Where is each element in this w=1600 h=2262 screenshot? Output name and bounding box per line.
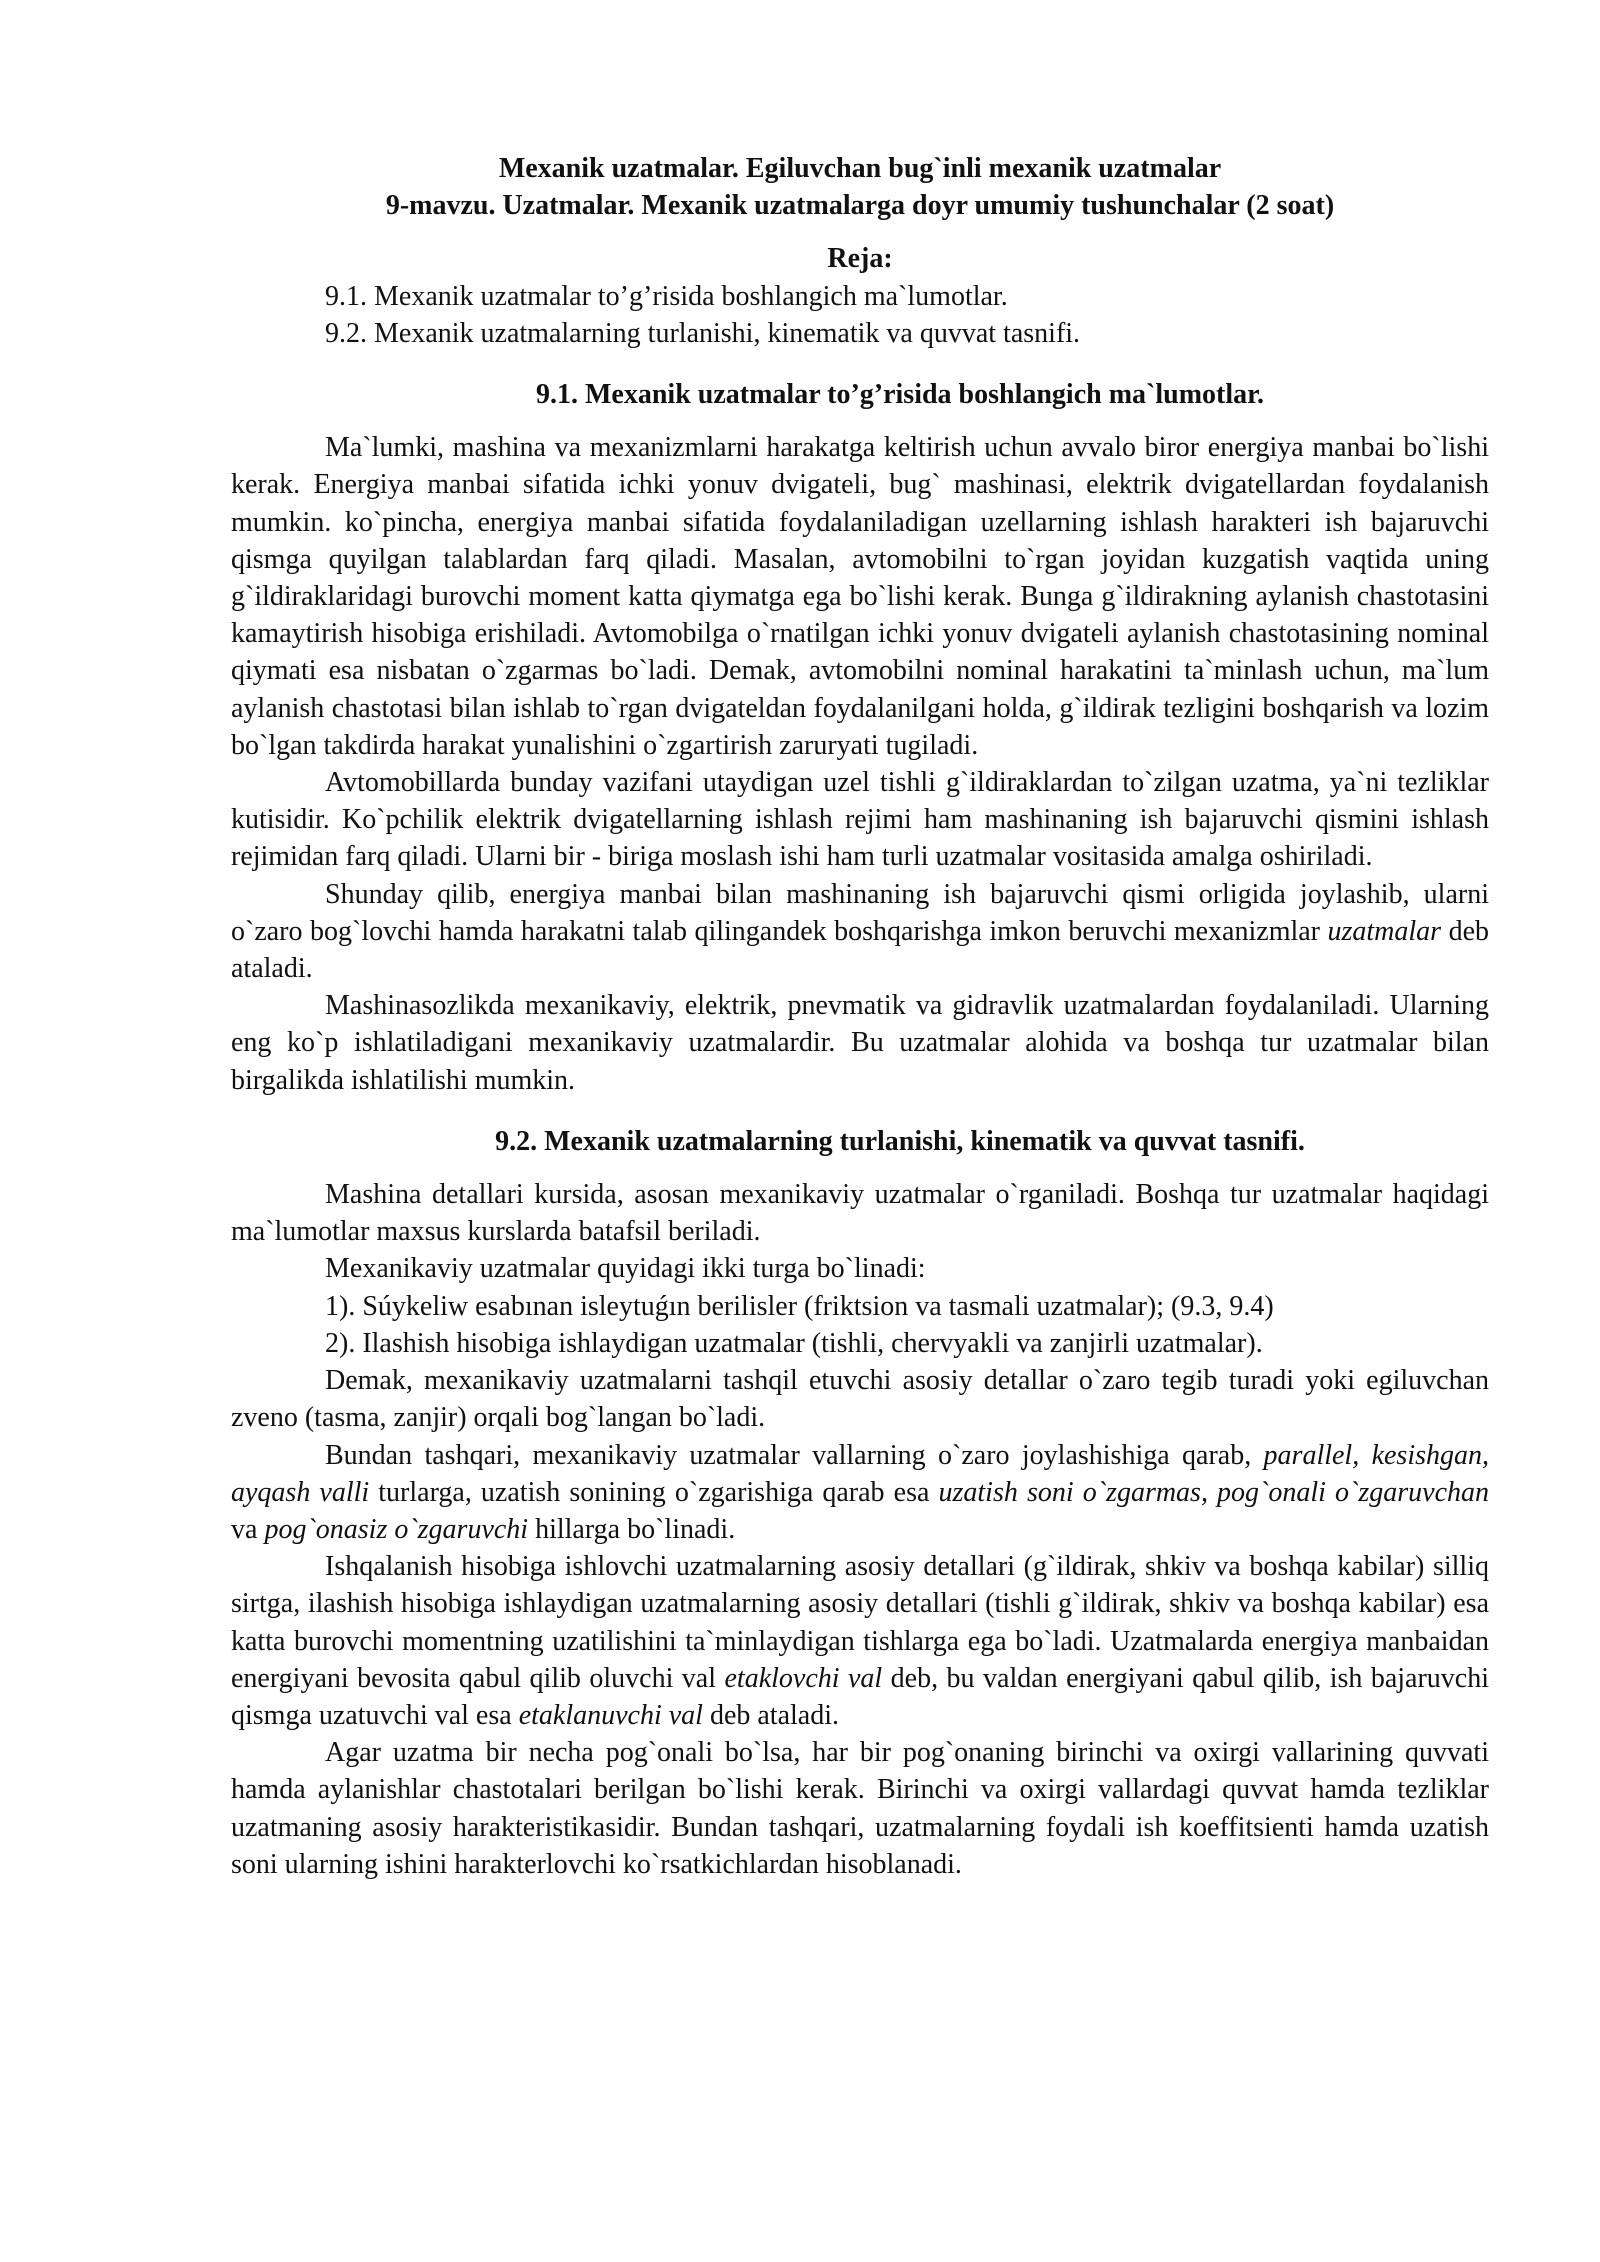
italic-term: parallel, kesishgan, ayqash valli bbox=[231, 1439, 1489, 1508]
text-run: hillarga bo`linadi. bbox=[528, 1513, 736, 1545]
italic-term: etaklanuvchi val bbox=[518, 1699, 703, 1731]
section-heading: 9.2. Mexanik uzatmalarning turlanishi, kinematik va quvvat tasnifi. bbox=[495, 1125, 1305, 1157]
text-run: Ishqalanish hisobiga ishlovchi uzatmalarning asosiy detallari (g`ildirak, shkiv va boshqa kabilar) silliq sirtga, ilashish hisobiga ishlaydigan uzatmalarning asosiy detallari (tishli g`ildirak, shkiv va boshqa kabilar) esa katta burovchi momentning uzatilishini ta`minlaydigan tishlarga ega bo`ladi. Uzatmalarda energiya manbaidan energiyani bevosita qabul qilib oluvchi val bbox=[231, 1551, 1489, 1694]
paragraph: Mashina detallari kursida, asosan mexanikaviy uzatmalar o`rganiladi. Boshqa tur uzatmalar haqidagi ma`lumotlar maxsus kurslarda batafsil beriladi. bbox=[231, 1179, 1489, 1248]
italic-term: etaklovchi val bbox=[724, 1662, 883, 1694]
text-run: Shunday qilib, energiya manbai bilan mashinaning ish bajaruvchi qismi orligida joylashib, ularni o`zaro bog`lovchi hamda harakatni talab qilingandek boshqarishga imkon beruvchi mexanizmlar bbox=[231, 878, 1489, 947]
paragraph: Agar uzatma bir necha pog`onali bo`lsa, har bir pog`onaning birinchi va oxirgi vallarining quvvati hamda aylanishlar chastotalari berilgan bo`lishi kerak. Birinchi va oxirgi vallardagi quvvat hamda tezliklar uzatmaning asosiy harakteristikasidir. Bundan tashqari, uzatmalarning foydali ish koeffitsienti hamda uzatish soni ularning ishini harakterlovchi ko`rsatkichlardan hisoblanadi. bbox=[231, 1737, 1489, 1880]
lecture-title: 9-mavzu. Uzatmalar. Mexanik uzatmalarga doyr umumiy tushunchalar (2 soat) bbox=[385, 190, 1335, 222]
text-run: deb ataladi. bbox=[702, 1699, 840, 1731]
plan-item: 9.2. Mexanik uzatmalarning turlanishi, kinematik va quvvat tasnifi. bbox=[325, 317, 1081, 349]
italic-term: uzatish soni o`zgarmas, pog`onali o`zgaruvchan bbox=[938, 1476, 1489, 1508]
paragraph: Mashinasozlikda mexanikaviy, elektrik, pnevmatik va gidravlik uzatmalardan foydalaniladi. Ularning eng ko`p ishlatiladigani mexanikaviy uzatmalardir. Bu uzatmalar alohida va boshqa tur uzatmalar bilan birgalikda ishlatilishi mumkin. bbox=[231, 990, 1489, 1096]
plan-heading: Reja: bbox=[827, 243, 893, 275]
paragraph: Mexanikaviy uzatmalar quyidagi ikki turga bo`linadi: bbox=[325, 1253, 926, 1285]
text-run: deb, bu valdan energiyani qabul qilib, ish bajaruvchi qismga uzatuvchi val esa bbox=[231, 1662, 1489, 1731]
list-item: 1). Súykeliw esabınan isleytuǵın berilisler (friktsion va tasmali uzatmalar); (9.3, 9.4) bbox=[325, 1290, 1274, 1322]
paragraph bbox=[231, 1548, 1489, 1734]
document-title: Mexanik uzatmalar. Egiluvchan bug`inli mexanik uzatmalar bbox=[498, 153, 1222, 184]
paragraph: Ma`lumki, mashina va mexanizmlarni harakatga keltirish uchun avvalo biror energiya manbai bo`lishi kerak. Energiya manbai sifatida ichki yonuv dvigateli, bug` mashinasi, elektrik dvigatellardan foydalanish mumkin. ko`pincha, energiya manbai sifatida foydalaniladigan uzellarning ishlash harakteri ish bajaruvchi qismga quyilgan talablardan farq qiladi. Masalan, avtomobilni to`rgan joyidan kuzgatish vaqtida uning g`ildiraklaridagi burovchi moment katta qiymatga ega bo`lishi kerak. Bunga g`ildirakning aylanish chastotasini kamaytirish hisobiga erishiladi. Avtomobilga o`rnatilgan ichki yonuv dvigateli aylanish chastotasining nominal qiymati esa nisbatan o`zgarmas bo`ladi. Demak, avtomobilni nominal harakatini ta`minlash uchun, ma`lum aylanish chastotasi bilan ishlab to`rgan dvigateldan foydalanilgani holda, g`ildirak tezligini boshqarish va lozim bo`lgan takdirda harakat yunalishini o`zgartirish zaruryati tugiladi. bbox=[231, 432, 1489, 761]
paragraph: Demak, mexanikaviy uzatmalarni tashqil etuvchi asosiy detallar o`zaro tegib turadi yoki egiluvchan zveno (tasma, zanjir) orqali bog`langan bo`ladi. bbox=[231, 1365, 1489, 1434]
document-body bbox=[231, 150, 1489, 1883]
text-run: va bbox=[231, 1513, 265, 1545]
list-item: 2). Ilashish hisobiga ishlaydigan uzatmalar (tishli, chervyakli va zanjirli uzatmalar). bbox=[325, 1327, 1263, 1359]
section-heading: 9.1. Mexanik uzatmalar to’g’risida boshlangich ma`lumotlar. bbox=[535, 379, 1264, 411]
text-run: deb ataladi. bbox=[231, 915, 1489, 985]
paragraph bbox=[231, 1437, 1489, 1549]
text-run: turlarga, uzatish sonining o`zgarishiga qarab esa bbox=[369, 1476, 939, 1508]
plan-item: 9.1. Mexanik uzatmalar to’g’risida boshlangich ma`lumotlar. bbox=[325, 280, 1008, 312]
italic-term: uzatmalar bbox=[1327, 915, 1442, 947]
italic-term: pog`onasiz o`zgaruvchi bbox=[264, 1513, 529, 1545]
paragraph bbox=[231, 876, 1489, 988]
paragraph: Avtomobillarda bunday vazifani utaydigan uzel tishli g`ildiraklardan to`zilgan uzatma, ya`ni tezliklar kutisidir. Ko`pchilik elektrik dvigatellarning ishlash rejimi ham mashinaning ish bajaruvchi qismini ishlash rejimidan farq qiladi. Ularni bir - biriga moslash ishi ham turli uzatmalar vositasida amalga oshiriladi. bbox=[231, 767, 1489, 873]
text-run: Bundan tashqari, mexanikaviy uzatmalar vallarning o`zaro joylashishiga qarab, bbox=[325, 1439, 1264, 1471]
